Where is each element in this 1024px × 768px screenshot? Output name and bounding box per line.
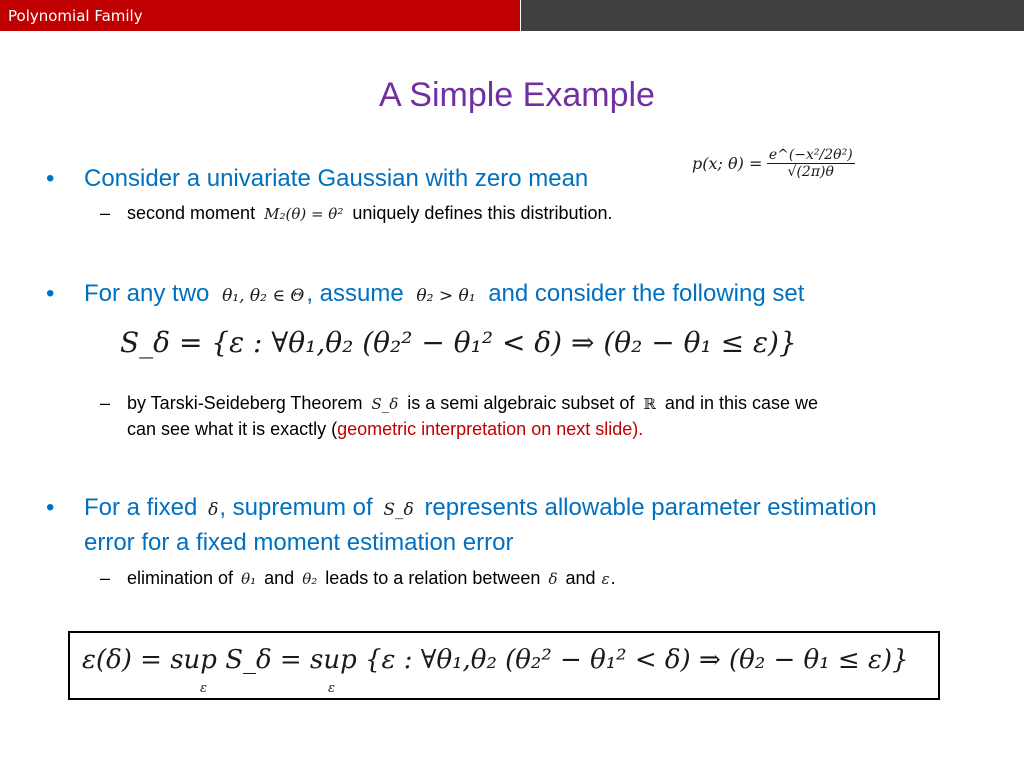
gaussian-lhs: p(x; θ) = (692, 154, 763, 173)
bullet-3-sub (127, 568, 616, 589)
reals-symbol: ℝ (643, 395, 656, 413)
sub-text: second moment (127, 203, 256, 223)
sub-text: leads to a relation between (325, 568, 541, 588)
bullet-3-suffix: represents allowable parameter estimation (424, 494, 877, 521)
bullet-1-label: Consider a univariate Gaussian with zero mean (84, 165, 589, 192)
moment-formula: M₂(θ) = θ² (264, 205, 344, 223)
bullet-2-suffix: and consider the following set (488, 280, 805, 307)
sub-text: . (610, 568, 616, 588)
sup-subscript-1: ε (200, 681, 207, 696)
bullet-2-mid: , assume (306, 280, 404, 307)
sub-text: elimination of (127, 568, 234, 588)
sub-text: is a semi algebraic subset of (407, 393, 635, 413)
header-bar-dark (521, 0, 1024, 31)
bullet-1-sub (127, 203, 613, 224)
s-delta-symbol: S_δ (371, 395, 399, 413)
bullet-2-text (84, 280, 804, 308)
sub-text: and (565, 568, 596, 588)
bullet-2-prefix: For any two (84, 280, 210, 307)
s-delta-symbol: S_δ (383, 500, 414, 520)
theta-2-symbol: θ₂ (302, 570, 318, 588)
sup-subscript-2: ε (328, 681, 335, 696)
bullet-3-prefix: For a fixed (84, 494, 198, 521)
sub-bullet-marker: – (100, 393, 111, 413)
sub-text: and in this case we (664, 393, 818, 413)
delta-symbol: δ (548, 570, 558, 588)
supremum-equation: ε(δ) = sup S_δ = sup {ε : ∀θ₁,θ₂ (θ₂² − θ₁² < δ) ⇒ (θ₂ − θ₁ ≤ ε)} (82, 645, 909, 675)
bullet-marker: • (46, 280, 55, 307)
bullet-3-mid: , supremum of (219, 494, 373, 521)
geometric-note: geometric interpretation on next slide). (337, 419, 644, 439)
slide-title: A Simple Example (379, 76, 655, 114)
sub-text: uniquely defines this distribution. (352, 203, 613, 223)
set-definition-formula: S_δ = {ε : ∀θ₁,θ₂ (θ₂² − θ₁² < δ) ⇒ (θ₂ − θ₁ ≤ ε)} (120, 326, 797, 359)
sub-bullet-marker: – (100, 568, 111, 588)
bullet-1-text (84, 165, 588, 193)
bullet-marker: • (46, 494, 55, 521)
gaussian-numerator: e^(−x²/2θ²) (768, 147, 853, 163)
epsilon-symbol: ε (601, 570, 610, 588)
header-bar (0, 0, 520, 31)
theta-inequality-formula: θ₂ > θ₁ (416, 286, 476, 306)
theta-pair-formula: θ₁, θ₂ ∈ Θ (222, 286, 305, 306)
delta-symbol: δ (208, 500, 219, 520)
gaussian-formula (692, 147, 855, 180)
sub-text: can see what it is exactly ( (127, 419, 338, 439)
bullet-3-text (84, 494, 877, 522)
sub-bullet-marker: – (100, 203, 111, 223)
gaussian-fraction (767, 147, 855, 180)
bullet-2-sub-line-1 (127, 393, 818, 414)
bullet-3-text-line-2: error for a fixed moment estimation error (84, 529, 514, 556)
sub-text: by Tarski-Seideberg Theorem (127, 393, 363, 413)
boxed-equation (68, 631, 940, 700)
bullet-2-sub-line-2 (127, 419, 643, 440)
section-title: Polynomial Family (8, 7, 143, 25)
sub-text: and (264, 568, 295, 588)
bullet-marker: • (46, 165, 55, 192)
gaussian-denominator: √(2π)θ (787, 164, 834, 180)
theta-1-symbol: θ₁ (241, 570, 257, 588)
